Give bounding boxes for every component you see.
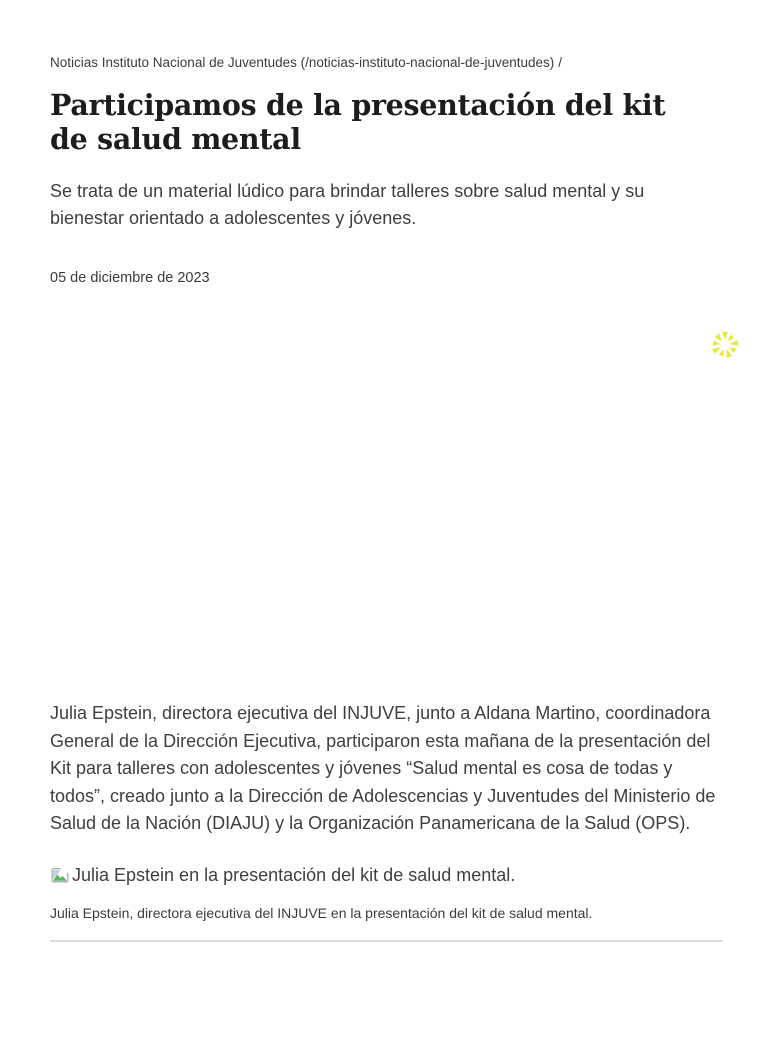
section-divider xyxy=(50,940,723,942)
inline-image-broken xyxy=(50,863,723,888)
article-subtitle: Se trata de un material lúdico para brindar talleres sobre salud mental y su bienestar orientado a adolescentes y jóvenes. xyxy=(50,181,645,228)
image-alt-text: Julia Epstein en la presentación del kit de salud mental. xyxy=(72,864,516,885)
broken-image-icon xyxy=(50,865,70,885)
article-page xyxy=(0,55,773,942)
image-caption: Julia Epstein, directora ejecutiva del INJUVE en la presentación del kit de salud mental. xyxy=(50,904,593,921)
breadcrumb-separator: / xyxy=(558,55,563,70)
loading-spinner-icon xyxy=(708,328,742,362)
article-body: Julia Epstein, directora ejecutiva del INJUVE, junto a Aldana Martino, coordinadora General de la Dirección Ejecutiva, participaron esta mañana de la presentación del Kit para talleres con adolescentes y jóvenes “Salud mental es cosa de todas y todos”, creado junto a la Dirección de Adolescencias y Juventudes del Ministerio de Salud de la Nación (DIAJU) y la Organización Panamericana de la Salud (OPS). xyxy=(50,703,716,833)
article-date: 05 de diciembre de 2023 xyxy=(50,270,210,286)
hero-image-placeholder xyxy=(50,300,723,692)
page-title: Participamos de la presentación del kit de salud mental xyxy=(50,88,666,156)
breadcrumb xyxy=(50,55,723,71)
breadcrumb-link[interactable]: Noticias Instituto Nacional de Juventudes (/noticias-instituto-nacional-de-juventudes) xyxy=(50,55,555,70)
